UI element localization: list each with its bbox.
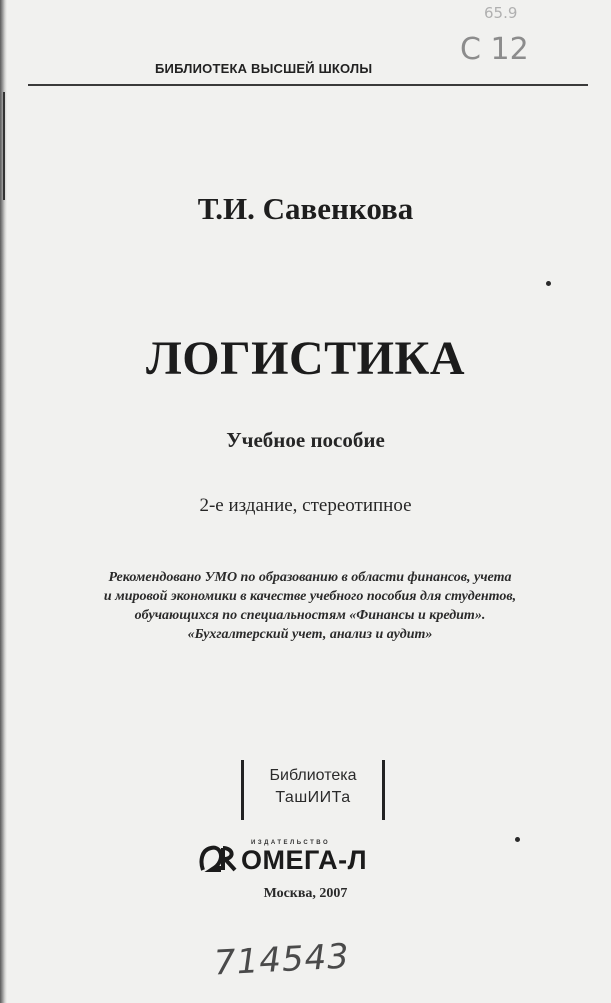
series-name: БИБЛИОТЕКА ВЫСШЕЙ ШКОЛЫ: [155, 61, 373, 76]
header-rule: [28, 84, 588, 86]
recommendation-line: обучающихся по специальностям «Финансы и кредит».: [134, 608, 486, 623]
call-number-bottom: С 12: [460, 32, 529, 67]
library-stamp: [241, 760, 385, 820]
call-number-top: 65.9: [484, 4, 518, 22]
inventory-number: 714543: [213, 936, 351, 984]
spine-mark: [3, 92, 5, 200]
omega-logo-icon: [199, 844, 239, 874]
publisher-logo: [199, 842, 419, 876]
recommendation-text: [30, 568, 590, 644]
recommendation-line: «Бухгалтерский учет, анализ и аудит»: [187, 627, 433, 642]
edition-note: 2-е издание, стереотипное: [199, 495, 412, 516]
stamp-line-library: Библиотека: [269, 767, 357, 784]
call-number: [460, 6, 529, 65]
publisher-tagline: ИЗДАТЕЛЬСТВО: [251, 840, 331, 846]
recommendation-line: Рекомендовано УМО по образованию в области финансов, учета: [108, 570, 512, 585]
speck: [546, 281, 551, 286]
book-title: ЛОГИСТИКА: [146, 332, 465, 385]
stamp-line-institute: ТашИИТа: [275, 789, 351, 806]
city-year: Москва, 2007: [263, 886, 348, 901]
recommendation-line: и мировой экономики в качестве учебного пособия для студентов,: [103, 589, 517, 604]
book-subtitle: Учебное пособие: [226, 428, 385, 452]
author-name: Т.И. Савенкова: [197, 191, 414, 226]
speck: [515, 837, 520, 842]
publisher-name: ОМЕГА-Л: [241, 845, 368, 875]
